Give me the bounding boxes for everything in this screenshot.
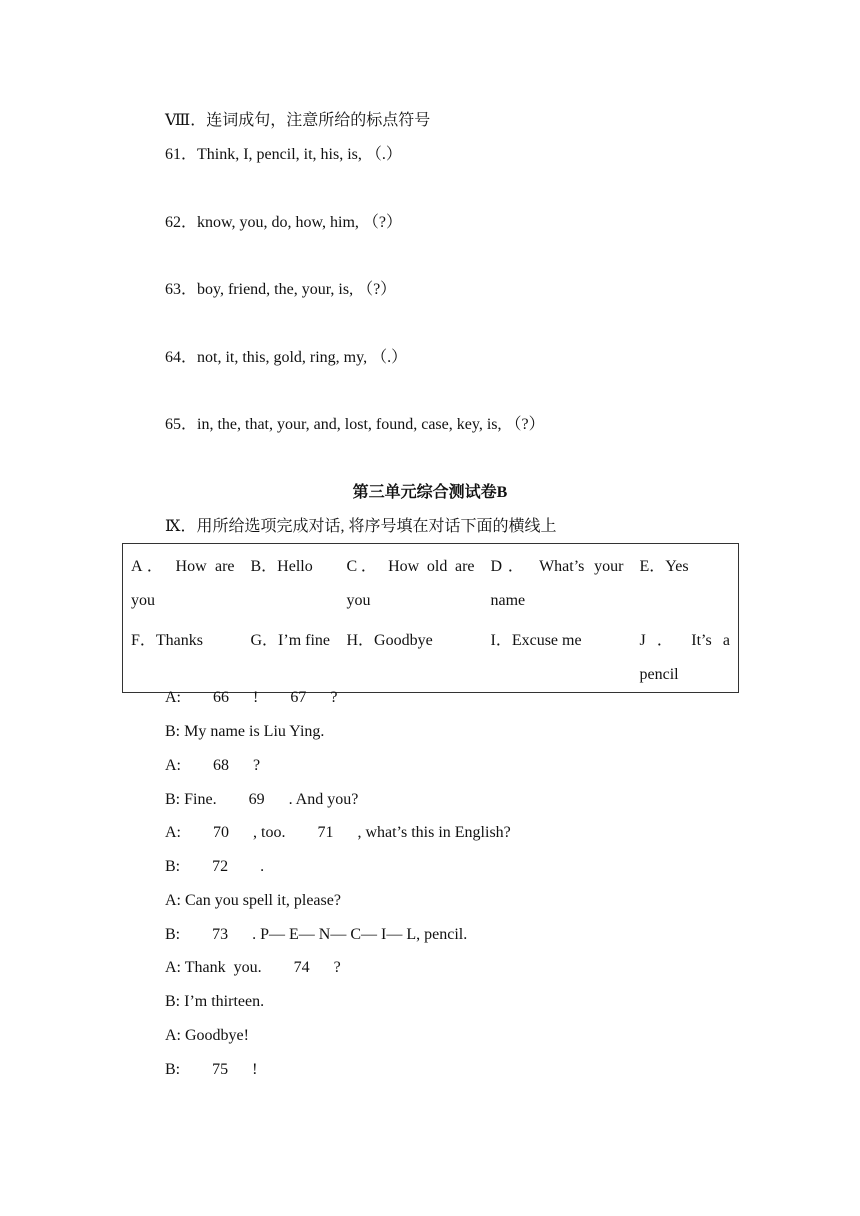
dialogue-line: A: 70 , too. 71 , what’s this in English? — [165, 824, 511, 841]
question-63: 63．boy, friend, the, your, is, （?） — [165, 281, 397, 298]
dialogue-line: A: Thank you. 74 ? — [165, 959, 341, 976]
unit-title: 第三单元综合测试卷B — [352, 484, 508, 501]
question-61: 61．Think, I, pencil, it, his, is, （.） — [165, 146, 402, 163]
dialogue-line: A: Goodbye! — [165, 1027, 249, 1044]
dialogue-line: A: 68 ? — [165, 757, 261, 774]
option-c: C． How old are you — [346, 558, 475, 609]
option-f: F．Thanks — [131, 632, 204, 649]
dialogue-line: B: 73 . P— E— N— C— I— L, pencil. — [165, 926, 468, 943]
option-a: A． How are you — [131, 558, 235, 609]
option-h: H．Goodbye — [346, 632, 433, 649]
section9-heading: Ⅸ．用所给选项完成对话, 将序号填在对话下面的横线上 — [165, 518, 557, 535]
question-62: 62．know, you, do, how, him, （?） — [165, 214, 403, 231]
option-j: J ． It’s a pencil — [639, 632, 730, 683]
dialogue-line: A: Can you spell it, please? — [165, 892, 341, 909]
option-g: G．I’m fine — [250, 632, 331, 649]
dialogue-line: B: Fine. 69 . And you? — [165, 791, 359, 808]
dialogue-line: A: 66 ! 67 ? — [165, 689, 338, 706]
option-i: I．Excuse me — [490, 632, 582, 649]
dialogue-line: B: I’m thirteen. — [165, 993, 265, 1010]
option-d: D． What’s your name — [490, 558, 624, 609]
question-65: 65．in, the, that, your, and, lost, found, case, key, is, （?） — [165, 416, 545, 433]
dialogue-line: B: 72 . — [165, 858, 265, 875]
question-64: 64．not, it, this, gold, ring, my, （.） — [165, 349, 408, 366]
option-b: B．Hello — [250, 558, 313, 575]
options-table — [122, 543, 739, 693]
dialogue-line: B: My name is Liu Ying. — [165, 723, 325, 740]
dialogue-line: B: 75 ! — [165, 1061, 258, 1078]
options-row — [123, 618, 739, 693]
options-row — [123, 544, 739, 619]
section8-heading: Ⅷ．连词成句，注意所给的标点符号 — [165, 112, 431, 129]
option-e: E．Yes — [639, 558, 689, 575]
